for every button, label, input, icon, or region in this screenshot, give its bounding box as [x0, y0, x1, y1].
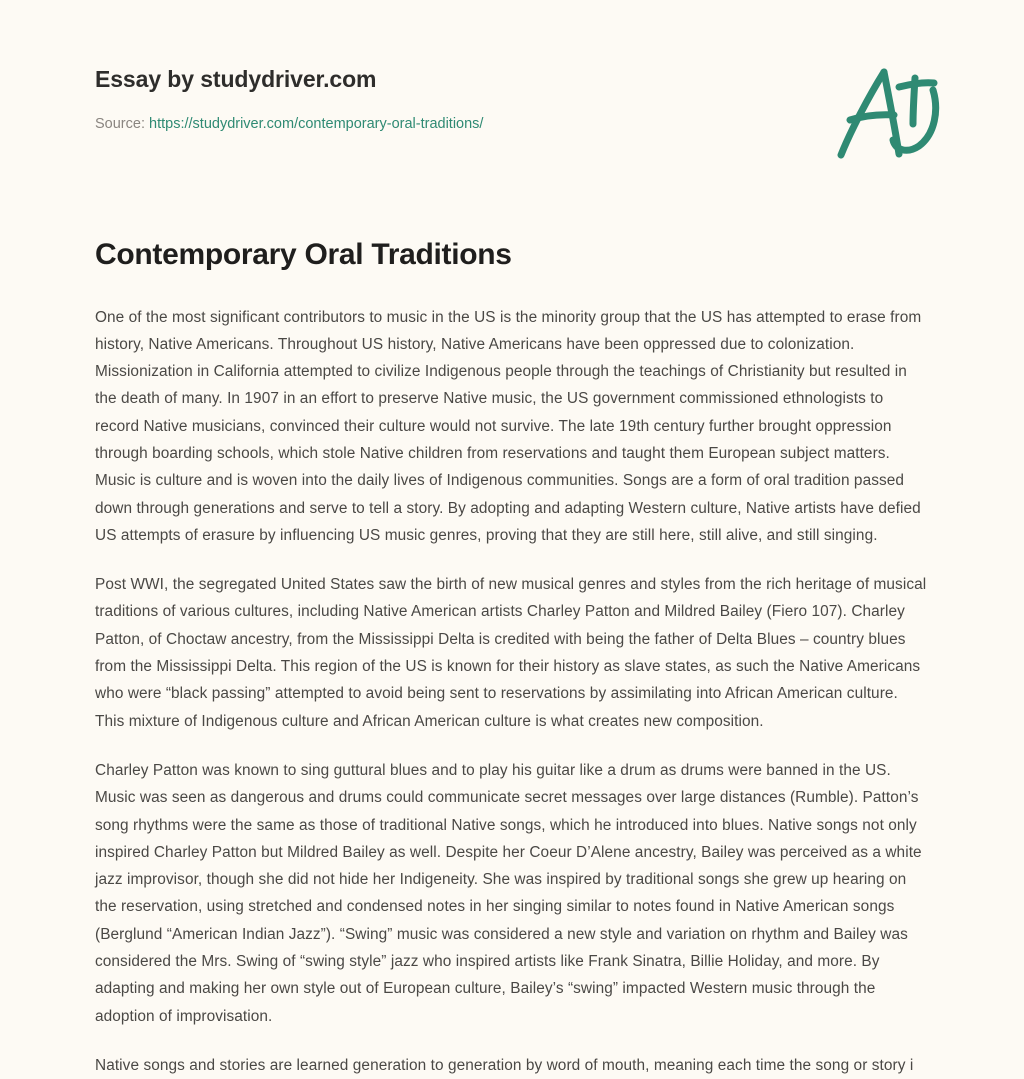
page-title: Contemporary Oral Traditions	[95, 236, 930, 274]
paragraph: Native songs and stories are learned generation to generation by word of mouth, meaning each time the song or story i	[95, 1052, 930, 1079]
source-label: Source:	[95, 116, 145, 132]
essay-attribution: Essay by studydriver.com	[95, 66, 930, 94]
paragraph: Post WWI, the segregated United States saw the birth of new musical genres and styles from the rich heritage of musical traditions of various cultures, including Native American artists Charley Patton and Mildred Bailey (Fiero 107). Charley Patton, of Choctaw ancestry, from the Mississippi Delta is credited with being the father of Delta Blues – country blues from the Mississippi Delta. This region of the US is known for their history as slave states, as such the Native Americans who were “black passing” attempted to avoid being sent to reservations by assimilating into African American culture. This mixture of Indigenous culture and African American culture is what creates new composition.	[95, 571, 930, 735]
a-plus-logo-icon	[829, 58, 949, 163]
article-body	[0, 236, 1024, 1079]
source-url-link[interactable]: https://studydriver.com/contemporary-oral-traditions/	[149, 116, 483, 132]
article-paragraphs	[95, 304, 930, 1079]
paragraph: One of the most significant contributors to music in the US is the minority group that the US has attempted to erase from history, Native Americans. Throughout US history, Native Americans have been oppressed due to colonization. Missionization in California attempted to civilize Indigenous people through the teachings of Christianity but resulted in the death of many. In 1907 in an effort to preserve Native music, the US government commissioned ethnologists to record Native musicians, convinced their culture would not survive. The late 19th century further brought oppression through boarding schools, which stole Native children from reservations and taught them European subject matters. Music is culture and is woven into the daily lives of Indigenous communities. Songs are a form of oral tradition passed down through generations and serve to tell a story. By adopting and adapting Western culture, Native artists have defied US attempts of erasure by influencing US music genres, proving that they are still here, still alive, and still singing.	[95, 304, 930, 550]
paragraph: Charley Patton was known to sing guttural blues and to play his guitar like a drum as drums were banned in the US. Music was seen as dangerous and drums could communicate secret messages over large distances (Rumble). Patton’s song rhythms were the same as those of traditional Native songs, which he introduced into blues. Native songs not only inspired Charley Patton but Mildred Bailey as well. Despite her Coeur D’Alene ancestry, Bailey was perceived as a white jazz improvisor, though she did not hide her Indigeneity. She was inspired by traditional songs she grew up hearing on the reservation, using stretched and condensed notes in her singing similar to notes found in Native American songs (Berglund “American Indian Jazz”). “Swing” music was considered a new style and variation on rhythm and Bailey was considered the Mrs. Swing of “swing style” jazz who inspired artists like Frank Sinatra, Billie Holiday, and more. By adapting and making her own style out of European culture, Bailey’s “swing” impacted Western music through the adoption of improvisation.	[95, 757, 930, 1030]
a-plus-logo	[829, 58, 949, 163]
source-line	[95, 115, 930, 134]
document-header	[0, 0, 1024, 176]
